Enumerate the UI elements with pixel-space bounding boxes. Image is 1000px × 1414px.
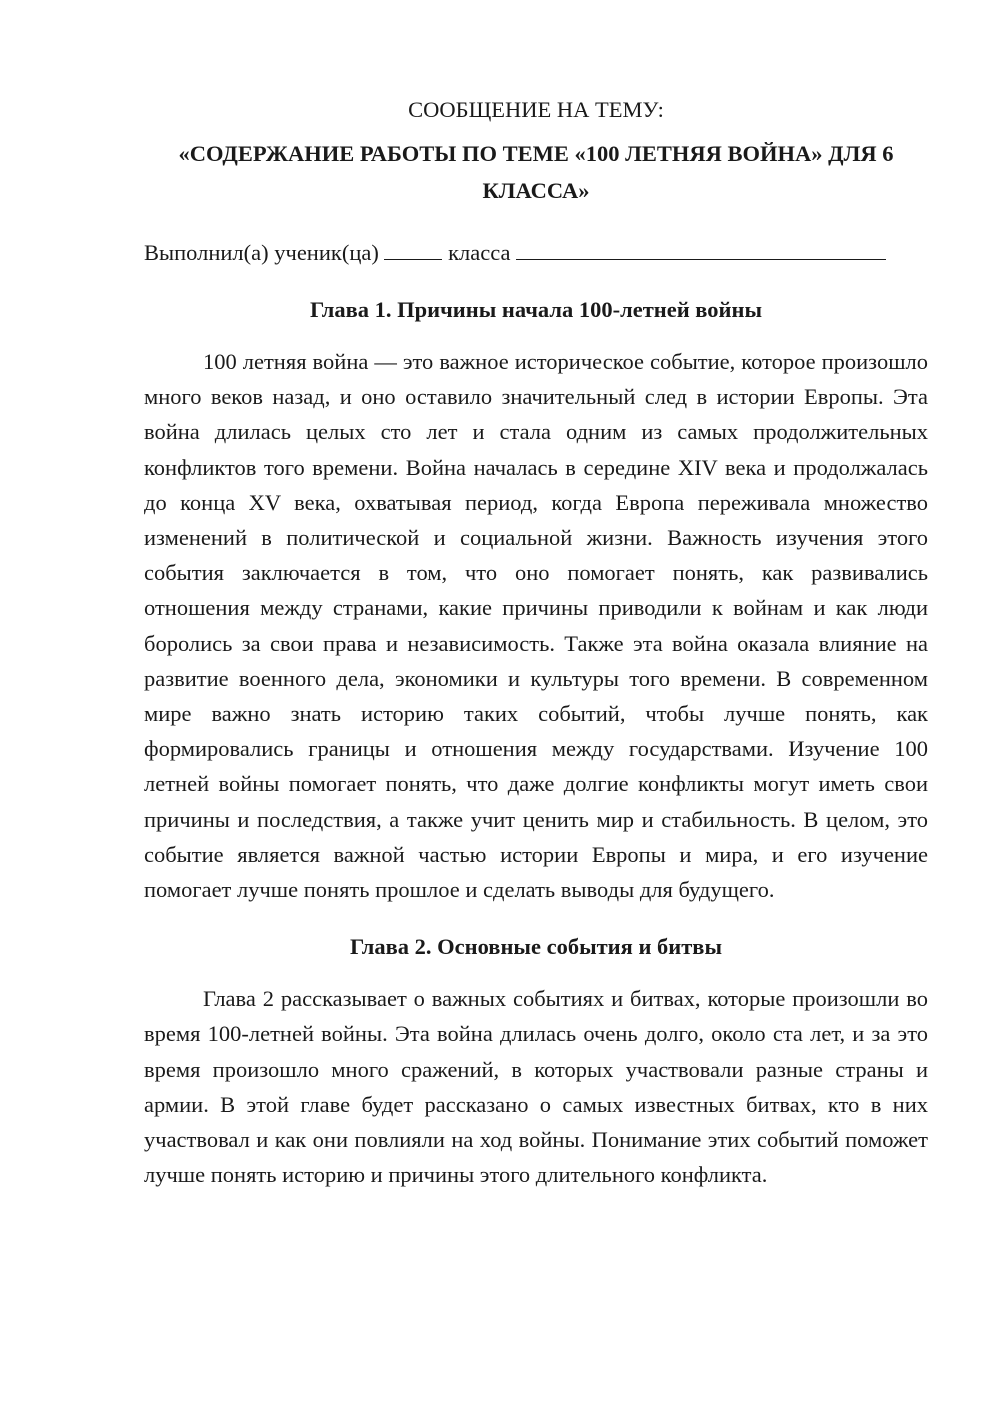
document-page: [144, 92, 928, 1192]
class-blank-field: [384, 237, 442, 260]
document-title: «СОДЕРЖАНИЕ РАБОТЫ ПО ТЕМЕ «100 ЛЕТНЯЯ ВОЙНА» ДЛЯ 6 КЛАССА»: [178, 141, 894, 203]
author-prefix-label: Выполнил(а) ученик(ца): [144, 240, 379, 265]
author-line: [144, 235, 928, 270]
chapter-2-heading: Глава 2. Основные события и битвы: [349, 934, 723, 960]
name-blank-field: [516, 237, 886, 260]
class-label: класса: [448, 240, 511, 265]
chapter-2-paragraph: Глава 2 рассказывает о важных событиях и битвах, которые произошли во время 100-летней войны. Эта война длилась очень долго, около ста лет, и за это время произошло много сражений, в которых участвовали разные страны и армии. В этой главе будет рассказано о самых известных битвах, кто в них участвовал и как они повлияли на ход войны. Понимание этих событий поможет лучше понять историю и причины этого длительного конфликта.: [144, 986, 928, 1188]
chapter-1-paragraph: 100 летняя война — это важное историческое событие, которое произошло много веков назад, и оно оставило значительный след в истории Европы. Эта война длилась целых сто лет и стала одним из самых продолжительных конфликтов того времени. Война началась в середине XIV века и продолжалась до конца XV века, охватывая период, когда Европа переживала множество изменений в политической и социальной жизни. Важность изучения этого события заключается в том, что оно помогает понять, как развивались отношения между странами, какие причины приводили к войнам и как люди боролись за свои права и независимость. Также эта война оказала влияние на развитие военного дела, экономики и культуры того времени. В современном мире важно знать историю таких событий, чтобы лучше понять, как формировались границы и отношения между государствами. Изучение 100 летней войны помогает понять, что даже долгие конфликты могут иметь свои причины и последствия, а также учит ценить мир и стабильность. В целом, это событие является важной частью истории Европы и мира, и его изучение помогает лучше понять прошлое и сделать выводы для будущего.: [144, 349, 928, 903]
chapter-1-heading: Глава 1. Причины начала 100-летней войны: [309, 297, 763, 322]
document-header: СООБЩЕНИЕ НА ТЕМУ:: [408, 97, 664, 122]
